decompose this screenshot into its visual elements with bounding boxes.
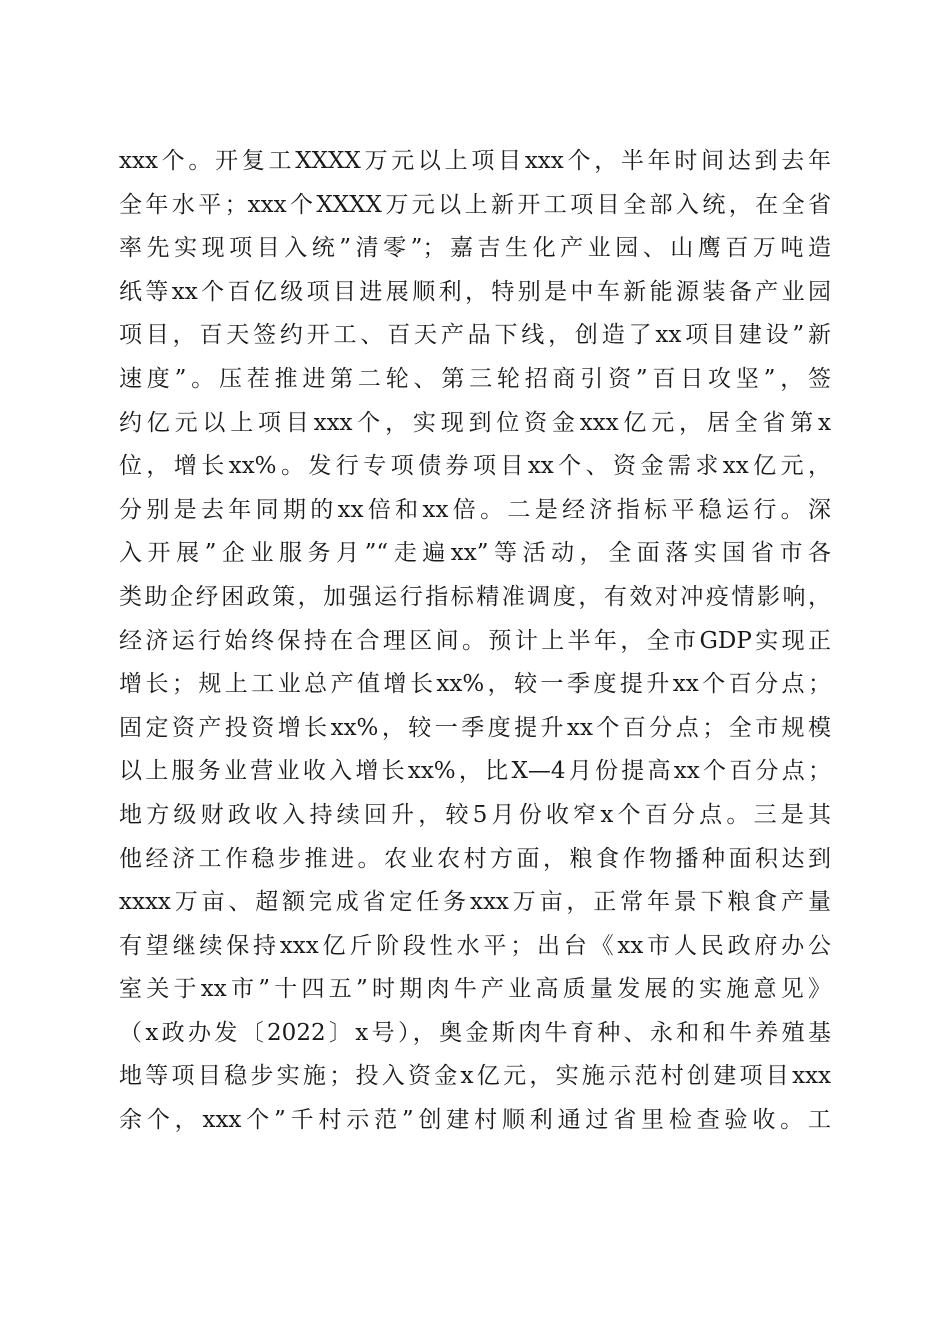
text-line: 地等项目稳步实施；投入资金x亿元，实施示范村创建项目xxx — [119, 1063, 831, 1090]
text-line: 约亿元以上项目xxx个，实现到位资金xxx亿元，居全省第x — [119, 409, 831, 436]
text-line: xxx个。开复工XXXX万元以上项目xxx个，半年时间达到去年 — [119, 148, 831, 174]
text-line: 分别是去年同期的xx倍和xx倍。二是经济指标平稳运行。深 — [119, 496, 831, 523]
text-line: 地方级财政收入持续回升，较5月份收窄x个百分点。三是其 — [119, 801, 831, 828]
text-line: 有望继续保持xxx亿斤阶段性水平；出台《xx市人民政府办公 — [119, 932, 831, 959]
text-line: 入开展”企业服务月”“走遍xx”等活动，全面落实国省市各 — [119, 540, 831, 567]
text-line: 固定资产投资增长xx%，较一季度提升xx个百分点；全市规模 — [119, 714, 831, 741]
text-line: （x政办发〔2022〕x号），奥金斯肉牛育种、永和和牛养殖基 — [119, 1019, 831, 1046]
text-line: 余个，xxx个”千村示范”创建村顺利通过省里检查验收。工 — [119, 1107, 831, 1134]
text-line: 他经济工作稳步推进。农业农村方面，粮食作物播种面积达到 — [119, 845, 831, 872]
text-line: 全年水平；xxx个XXXX万元以上新开工项目全部入统，在全省 — [119, 191, 831, 218]
text-line: 类助企纾困政策，加强运行指标精准调度，有效对冲疫情影响， — [119, 583, 831, 610]
text-line: 率先实现项目入统”清零”；嘉吉生化产业园、山鹰百万吨造 — [119, 235, 831, 262]
text-line: 经济运行始终保持在合理区间。预计上半年，全市GDP实现正 — [119, 627, 831, 654]
text-line: 室关于xx市”十四五”时期肉牛产业高质量发展的实施意见》 — [119, 976, 831, 1003]
body-paragraph — [119, 140, 831, 1143]
text-line: 速度”。压茬推进第二轮、第三轮招商引资”百日攻坚”，签 — [119, 365, 831, 392]
text-line: 纸等xx个百亿级项目进展顺利，特别是中车新能源装备产业园 — [119, 278, 831, 305]
text-line: 位，增长xx%。发行专项债券项目xx个、资金需求xx亿元， — [119, 453, 831, 480]
text-line: xxxx万亩、超额完成省定任务xxx万亩，正常年景下粮食产量 — [119, 889, 831, 916]
text-line: 增长；规上工业总产值增长xx%，较一季度提升xx个百分点； — [119, 671, 831, 698]
text-line: 以上服务业营业收入增长xx%，比X—4月份提高xx个百分点； — [119, 758, 831, 785]
text-line: 项目，百天签约开工、百天产品下线，创造了xx项目建设”新 — [119, 322, 831, 349]
